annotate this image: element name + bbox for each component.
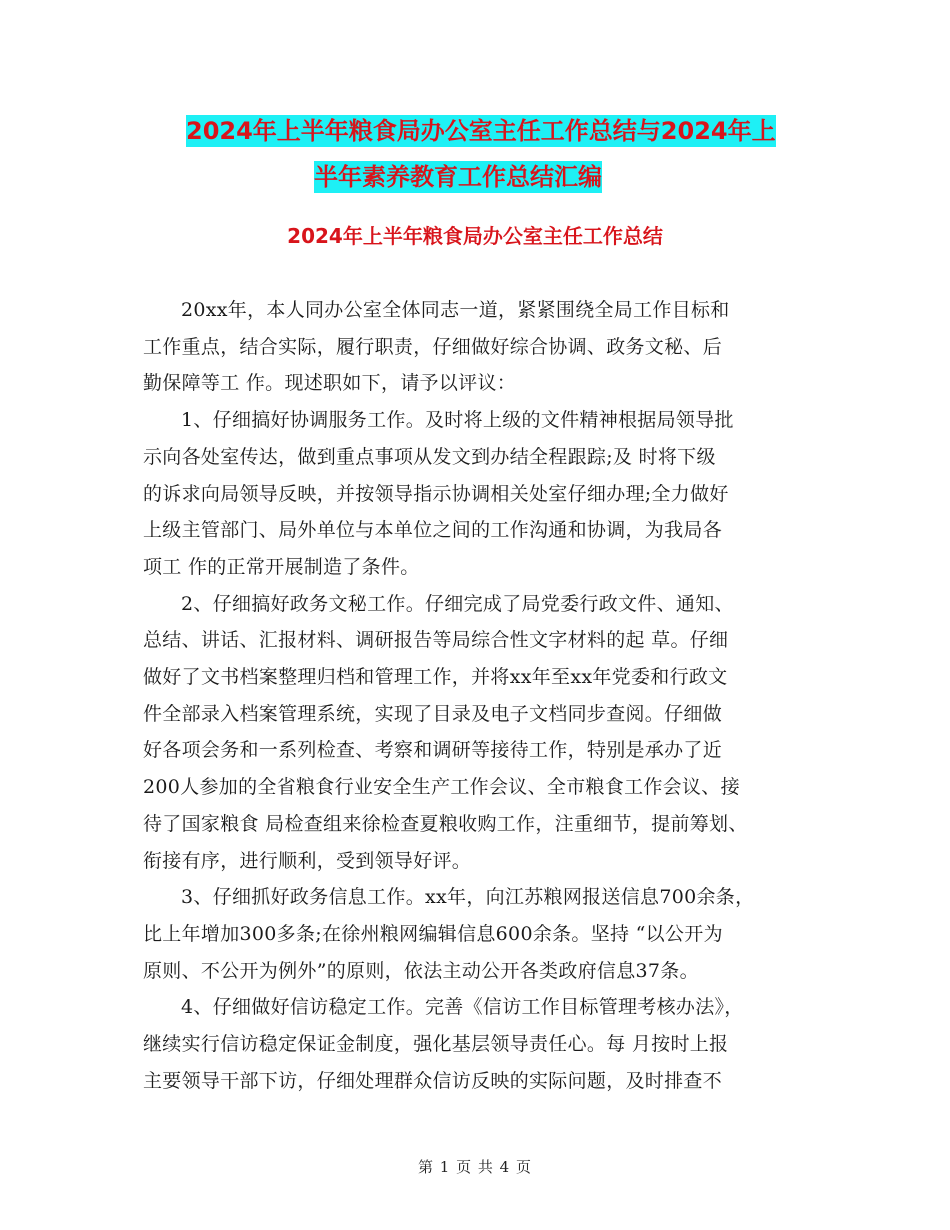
body-text — [143, 292, 808, 1099]
text-line: 总结、讲话、汇报材料、调研报告等局综合性文字材料的起 草。仔细 — [143, 629, 729, 652]
paragraph — [143, 292, 808, 402]
text-line: 好各项会务和一系列检查、考察和调研等接待工作，特别是承办了近 — [143, 739, 723, 762]
document-title — [120, 108, 830, 200]
text-line: 工作重点，结合实际，履行职责，仔细做好综合协调、政务文秘、后 — [143, 335, 723, 358]
paragraph — [143, 879, 808, 989]
text-line: 继续实行信访稳定保证金制度，强化基层领导责任心。每 月按时上报 — [143, 1033, 729, 1056]
title-highlight: 2024年上半年粮食局办公室主任工作总结与2024年上 — [186, 117, 776, 145]
text-line: 200人参加的全省粮食行业安全生产工作会议、全市粮食工作会议、接 — [143, 776, 740, 799]
text-line: 原则、不公开为例外”的原则，依法主动公开各类政府信息37条。 — [143, 959, 699, 982]
document-title-line-2 — [120, 154, 830, 200]
paragraph — [143, 586, 808, 880]
text-line: 1、仔细搞好协调服务工作。及时将上级的文件精神根据局领导批 — [181, 409, 734, 432]
text-line: 主要领导干部下访，仔细处理群众信访反映的实际问题，及时排查不 — [143, 1069, 723, 1092]
text-line: 3、仔细抓好政务信息工作。xx年，向江苏粮网报送信息700余条， — [181, 886, 755, 909]
text-line: 做好了文书档案整理归档和管理工作，并将xx年至xx年党委和行政文 — [143, 666, 728, 689]
text-line: 2、仔细搞好政务文秘工作。仔细完成了局党委行政文件、通知、 — [181, 592, 734, 615]
text-line: 比上年增加300多条;在徐州粮网编辑信息600余条。坚持 “以公开为 — [143, 922, 723, 945]
title-highlight: 半年素养教育工作总结汇编 — [314, 163, 602, 191]
section-title: 2024年上半年粮食局办公室主任工作总结 — [287, 224, 663, 248]
text-line: 项工 作的正常开展制造了条件。 — [143, 555, 420, 578]
text-line: 4、仔细做好信访稳定工作。完善《信访工作目标管理考核办法》， — [181, 996, 744, 1019]
text-line: 衔接有序，进行顺利，受到领导好评。 — [143, 849, 472, 872]
text-line: 示向各处室传达，做到重点事项从发文到办结全程跟踪;及 时将下级 — [143, 445, 716, 468]
paragraph — [143, 989, 808, 1099]
page-footer: 第 1 页 共 4 页 — [418, 1158, 532, 1176]
document-title-line-1 — [120, 108, 830, 154]
text-line: 件全部录入档案管理系统，实现了目录及电子文档同步查阅。仔细做 — [143, 702, 723, 725]
text-line: 勤保障等工 作。现述职如下，请予以评议： — [143, 372, 517, 395]
text-line: 上级主管部门、局外单位与本单位之间的工作沟通和协调，为我局各 — [143, 519, 723, 542]
text-line: 待了国家粮食 局检查组来徐检查夏粮收购工作，注重细节，提前筹划、 — [143, 812, 748, 835]
text-line: 的诉求向局领导反映，并按领导指示协调相关处室仔细办理;全力做好 — [143, 482, 729, 505]
text-line: 20xx年，本人同办公室全体同志一道，紧紧围绕全局工作目标和 — [181, 299, 730, 321]
paragraph — [143, 402, 808, 586]
